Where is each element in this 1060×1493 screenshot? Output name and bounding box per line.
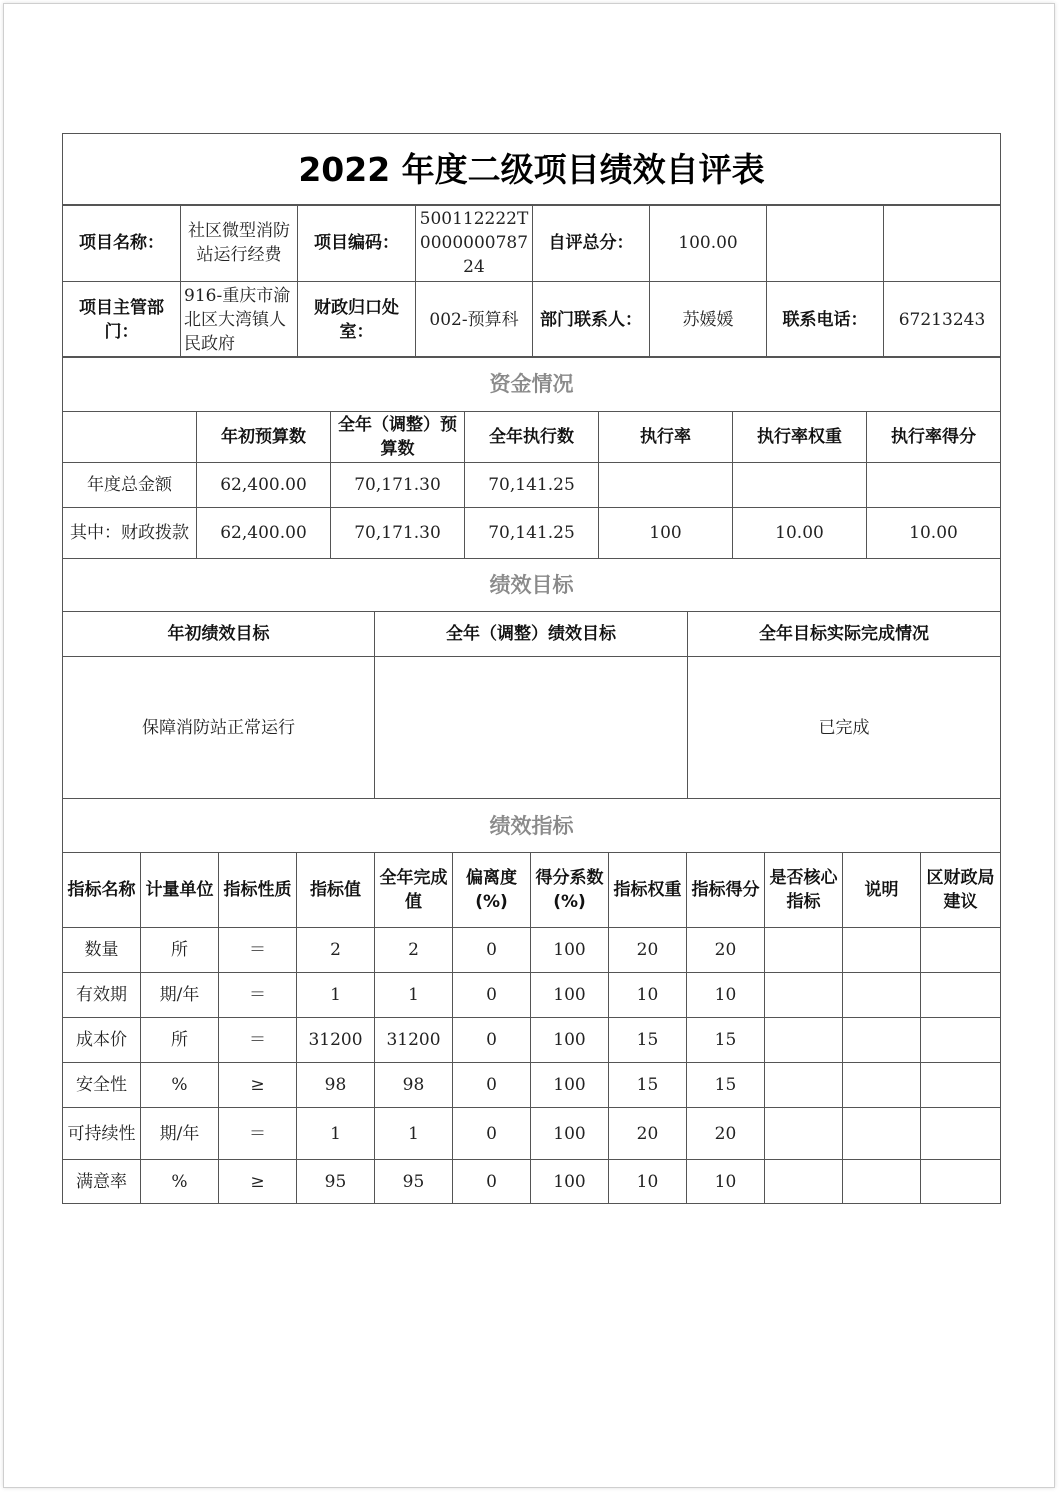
indicator-cell: 10 [609,973,687,1018]
funds-row-label: 年度总金额 [63,463,197,508]
empty-cell [767,205,884,282]
funds-cell: 70,141.25 [465,463,599,508]
funds-header: 执行率得分 [867,412,1001,463]
indicator-cell: 数量 [63,928,141,973]
indicator-header: 是否核心指标 [765,853,843,928]
contact-label: 部门联系人： [533,282,650,358]
finance-label: 财政归口处室： [298,282,416,358]
indicator-cell: 1 [297,973,375,1018]
indicator-header: 全年完成值 [375,853,453,928]
page-title: 2022 年度二级项目绩效自评表 [63,134,1001,206]
indicator-cell: 31200 [375,1018,453,1063]
indicator-cell: 100 [531,928,609,973]
indicator-cell: 100 [531,1108,609,1160]
indicator-cell: 20 [687,928,765,973]
indicators-section-title: 绩效指标 [63,799,1001,853]
indicator-cell: 期/年 [141,973,219,1018]
funds-header: 全年执行数 [465,412,599,463]
dept-value: 916-重庆市渝北区大湾镇人民政府 [181,282,298,358]
indicator-cell: 31200 [297,1018,375,1063]
funds-cell: 10.00 [733,508,867,559]
indicator-cell: ＝ [219,1018,297,1063]
indicator-cell: 0 [453,1018,531,1063]
indicator-cell: 1 [297,1108,375,1160]
indicator-cell: 10 [687,1160,765,1204]
indicator-cell: 安全性 [63,1063,141,1108]
indicator-header: 指标名称 [63,853,141,928]
funds-cell: 62,400.00 [197,508,331,559]
info-table [62,204,1001,358]
indicator-cell [921,1160,1001,1204]
title-table [62,133,1001,206]
indicator-cell [765,1108,843,1160]
funds-row [63,463,1001,508]
indicator-cell: 1 [375,973,453,1018]
indicator-cell [921,973,1001,1018]
funds-cell: 10.00 [867,508,1001,559]
funds-table [62,356,1001,559]
indicator-cell: 100 [531,1018,609,1063]
indicator-cell: 期/年 [141,1108,219,1160]
indicator-header: 指标权重 [609,853,687,928]
funds-section-title: 资金情况 [63,357,1001,412]
indicator-cell: 1 [375,1108,453,1160]
indicator-cell: ＝ [219,973,297,1018]
indicator-cell: 10 [687,973,765,1018]
goals-header: 全年目标实际完成情况 [688,612,1001,657]
indicator-cell: 20 [609,928,687,973]
indicator-header: 得分系数(%) [531,853,609,928]
funds-row-label: 其中：财政拨款 [63,508,197,559]
indicator-cell: 0 [453,1160,531,1204]
indicator-cell [765,1018,843,1063]
indicator-cell [843,1160,921,1204]
initial-goal: 保障消防站正常运行 [63,657,375,799]
indicator-cell: 98 [375,1063,453,1108]
indicator-row [63,1063,1001,1108]
goal-completion: 已完成 [688,657,1001,799]
phone-value: 67213243 [884,282,1001,358]
funds-header: 年初预算数 [197,412,331,463]
indicators-header-row [63,853,1001,928]
funds-header: 全年（调整）预算数 [331,412,465,463]
project-code-value: 500112222T000000078724 [416,205,533,282]
funds-header: 执行率权重 [733,412,867,463]
indicators-table [62,798,1001,1204]
goals-header: 全年（调整）绩效目标 [375,612,688,657]
indicator-cell: 100 [531,973,609,1018]
indicator-cell [765,973,843,1018]
phone-label: 联系电话： [767,282,884,358]
dept-label: 项目主管部门： [63,282,181,358]
indicator-cell: ＝ [219,928,297,973]
indicator-cell: ≥ [219,1063,297,1108]
indicator-cell: 所 [141,928,219,973]
indicator-cell: 可持续性 [63,1108,141,1160]
indicator-cell: 100 [531,1063,609,1108]
project-name-value: 社区微型消防站运行经费 [181,205,298,282]
indicator-row [63,1160,1001,1204]
indicator-cell: 20 [687,1108,765,1160]
indicator-cell [921,928,1001,973]
score-value: 100.00 [650,205,767,282]
indicator-cell: 15 [687,1018,765,1063]
indicator-cell: 2 [297,928,375,973]
funds-cell: 62,400.00 [197,463,331,508]
indicator-cell: 0 [453,1063,531,1108]
indicator-cell [921,1108,1001,1160]
indicator-cell: % [141,1063,219,1108]
indicator-cell: 10 [609,1160,687,1204]
goals-header: 年初绩效目标 [63,612,375,657]
indicator-row [63,1108,1001,1160]
indicator-cell: 15 [609,1018,687,1063]
indicator-cell: 20 [609,1108,687,1160]
indicator-cell [843,1108,921,1160]
adjusted-goal [375,657,688,799]
indicator-row [63,928,1001,973]
empty-cell [63,412,197,463]
funds-cell: 70,171.30 [331,508,465,559]
funds-cell: 70,171.30 [331,463,465,508]
funds-row [63,508,1001,559]
indicator-cell: 100 [531,1160,609,1204]
indicator-cell [843,1063,921,1108]
indicator-cell [765,1160,843,1204]
indicator-cell [843,928,921,973]
goals-section-title: 绩效目标 [63,559,1001,612]
indicator-row [63,1018,1001,1063]
project-name-label: 项目名称： [63,205,181,282]
indicator-cell: 满意率 [63,1160,141,1204]
funds-cell [867,463,1001,508]
indicator-cell: 0 [453,928,531,973]
indicator-header: 指标性质 [219,853,297,928]
indicator-row [63,973,1001,1018]
indicator-cell: 2 [375,928,453,973]
indicator-cell: ≥ [219,1160,297,1204]
indicator-header: 说明 [843,853,921,928]
goals-table [62,558,1001,799]
indicator-header: 偏离度(%) [453,853,531,928]
indicator-cell [843,1018,921,1063]
funds-cell: 70,141.25 [465,508,599,559]
indicator-cell: 95 [375,1160,453,1204]
indicator-header: 计量单位 [141,853,219,928]
indicator-cell: 15 [609,1063,687,1108]
empty-cell [884,205,1001,282]
score-label: 自评总分： [533,205,650,282]
indicator-cell [921,1063,1001,1108]
indicator-cell: 98 [297,1063,375,1108]
funds-header: 执行率 [599,412,733,463]
indicator-header: 指标值 [297,853,375,928]
indicator-cell [765,928,843,973]
contact-value: 苏媛媛 [650,282,767,358]
funds-cell [599,463,733,508]
indicator-cell: 0 [453,973,531,1018]
indicator-cell: 95 [297,1160,375,1204]
funds-cell [733,463,867,508]
indicator-header: 区财政局建议 [921,853,1001,928]
indicator-cell: 所 [141,1018,219,1063]
indicator-cell: 0 [453,1108,531,1160]
indicator-cell [765,1063,843,1108]
funds-cell: 100 [599,508,733,559]
finance-value: 002-预算科 [416,282,533,358]
indicator-cell: 成本价 [63,1018,141,1063]
indicator-header: 指标得分 [687,853,765,928]
indicator-cell: 15 [687,1063,765,1108]
indicator-cell [843,973,921,1018]
indicator-cell: ＝ [219,1108,297,1160]
indicator-cell [921,1018,1001,1063]
indicator-cell: 有效期 [63,973,141,1018]
project-code-label: 项目编码： [298,205,416,282]
indicator-cell: % [141,1160,219,1204]
